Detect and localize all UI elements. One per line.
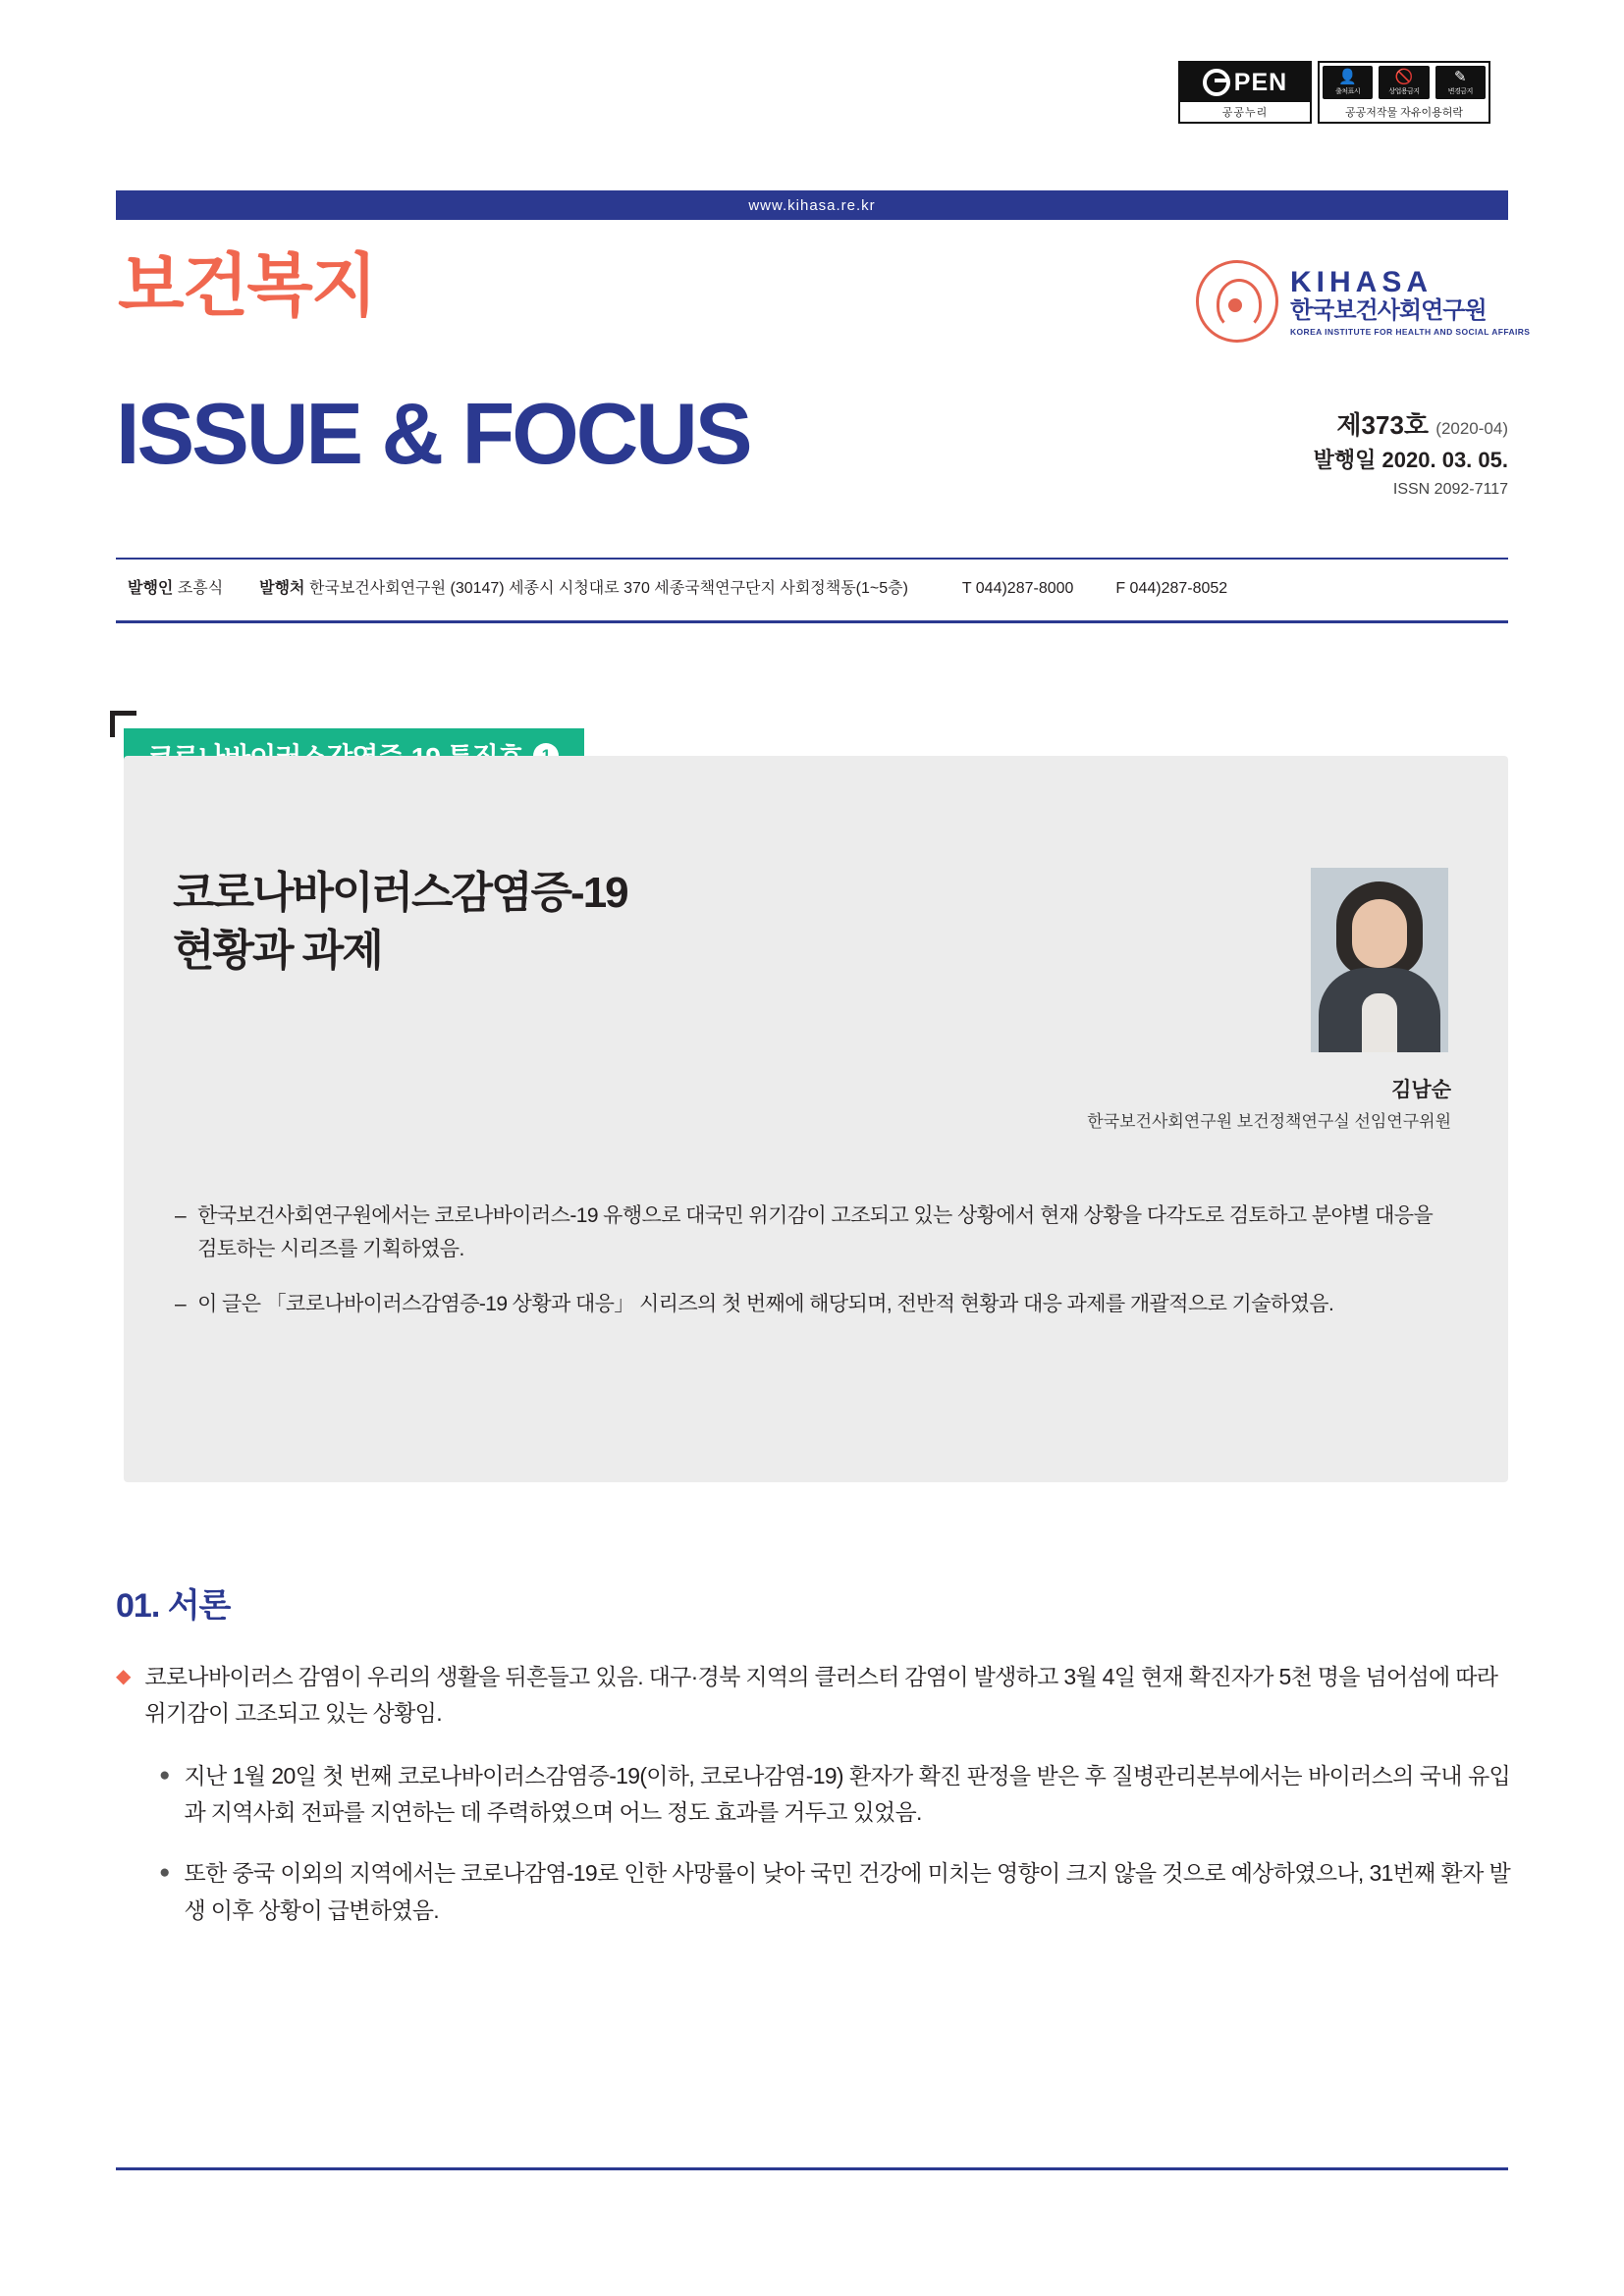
- open-license-badge: [1178, 61, 1312, 124]
- issue-number: 제373호: [1336, 410, 1430, 440]
- kihasa-name-en: KIHASA: [1290, 266, 1434, 299]
- author-affiliation: 한국보건사회연구원 보건정책연구실 선임연구위원: [1087, 1112, 1451, 1131]
- article-title-line2: 현황과 과제: [173, 927, 382, 976]
- kogl-marks-row: [1320, 63, 1489, 102]
- list-item: [159, 1758, 1510, 1832]
- list-item: [159, 1855, 1510, 1929]
- issue-number-row: [1314, 407, 1508, 445]
- section-heading-intro: 01. 서론: [116, 1587, 231, 1625]
- publisher-info-line: [128, 575, 1502, 598]
- kihasa-name-ko: 한국보건사회연구원: [1290, 297, 1487, 325]
- paragraph-text: 지난 1월 20일 첫 번째 코로나바이러스감염증-19(이하, 코로나감염-19) 환자가 확진 판정을 받은 후 질병관리본부에서는 바이러스의 국내 유입과 지역사회 전파를 지연하는 데 주력하였으며 어느 정도 효과를 거두고 있었음.: [184, 1762, 1510, 1826]
- list-item: [175, 1200, 1451, 1266]
- phone-number: T 044)287-8000: [961, 580, 1074, 597]
- publisher-label: 발행처: [259, 580, 305, 597]
- open-license-text: PEN: [1233, 68, 1288, 96]
- dash-bullet-icon: –: [175, 1293, 187, 1316]
- noderivative-caption: 변경금지: [1447, 87, 1473, 95]
- paragraph-text: 코로나바이러스 감염이 우리의 생활을 뒤흔들고 있음. 대구·경북 지역의 클러스터 감염이 발생하고 3월 4일 현재 확진자가 5천 명을 넘어섬에 따라 위기감이 고조되고 있는 상황임.: [144, 1664, 1498, 1727]
- open-ring-icon: [1203, 69, 1230, 96]
- kogl-marks-badge: [1318, 61, 1490, 124]
- publisher-rule-bottom: [116, 620, 1508, 623]
- publication-date-value: 2020. 03. 05.: [1381, 447, 1508, 472]
- article-summary-list: [175, 1200, 1451, 1343]
- open-license-caption: 공공누리: [1221, 107, 1269, 119]
- editor-label: 발행인: [128, 580, 174, 597]
- kihasa-name-sub: KOREA INSTITUTE FOR HEALTH AND SOCIAL AFFAIRS: [1290, 326, 1531, 337]
- publication-date-row: [1314, 445, 1508, 476]
- photo-face: [1352, 899, 1407, 968]
- dash-bullet-icon: –: [175, 1204, 187, 1227]
- website-url-bar[interactable]: www.kihasa.re.kr: [116, 190, 1508, 220]
- dot-bullet-icon: ●: [159, 1764, 171, 1786]
- masthead-title-korean: 보건복지: [118, 247, 376, 324]
- kogl-marks-caption: 공공저작물 자유이용허락: [1345, 107, 1463, 119]
- kogl-open-badge: [1178, 61, 1490, 124]
- fax-number: F 044)287-8052: [1115, 580, 1228, 597]
- author-photo: [1311, 868, 1448, 1052]
- summary-text: 이 글은 「코로나바이러스감염증-19 상황과 대응」 시리즈의 첫 번째에 해당되며, 전반적 현황과 대응 과제를 개괄적으로 기술하였음.: [197, 1293, 1334, 1316]
- no-money-icon: 🚫: [1394, 68, 1414, 85]
- article-title-line1: 코로나바이러스감염증-19: [173, 869, 627, 917]
- kihasa-logo-text: [1290, 266, 1530, 336]
- list-item: [175, 1288, 1451, 1321]
- person-icon: 👤: [1338, 68, 1357, 85]
- section-body: [116, 1659, 1510, 1952]
- author-name: 김남순: [1391, 1079, 1451, 1101]
- attribution-caption: 출처표시: [1335, 87, 1361, 95]
- kihasa-logo: [1196, 260, 1530, 343]
- masthead-title-english: ISSUE & FOCUS: [116, 385, 750, 482]
- issue-year: (2020-04): [1435, 419, 1508, 438]
- summary-text: 한국보건사회연구원에서는 코로나바이러스-19 유행으로 대국민 위기감이 고조되고 있는 상황에서 현재 상황을 다각도로 검토하고 분야별 대응을 검토하는 시리즈를 기획하였음.: [197, 1204, 1434, 1261]
- publisher-rule-top: [116, 558, 1508, 560]
- editor-name: 조흥식: [177, 580, 224, 597]
- kihasa-symbol-icon: [1196, 260, 1278, 343]
- noncommercial-caption: 상업용금지: [1388, 87, 1420, 95]
- publication-date-label: 발행일: [1313, 447, 1377, 472]
- list-item: [116, 1659, 1510, 1733]
- attribution-icon: [1323, 66, 1373, 99]
- open-license-logo: [1180, 63, 1310, 102]
- article-title: [173, 864, 627, 981]
- publisher-address: 한국보건사회연구원 (30147) 세종시 시청대로 370 세종국책연구단지 사회정책동(1~5층): [308, 580, 908, 597]
- noncommercial-icon: [1379, 66, 1429, 99]
- diamond-bullet-icon: ◆: [116, 1666, 132, 1687]
- dot-bullet-icon: ●: [159, 1861, 171, 1883]
- paragraph-text: 또한 중국 이외의 지역에서는 코로나감염-19로 인한 사망률이 낮아 국민 건강에 미치는 영향이 크지 않을 것으로 예상하였으나, 31번째 환자 발생 이후 상황이 급변하였음.: [184, 1859, 1510, 1923]
- issue-metadata: [1314, 407, 1508, 501]
- no-edit-icon: ✎: [1454, 68, 1467, 85]
- noderivative-icon: [1435, 66, 1486, 99]
- footer-rule: [116, 2167, 1508, 2170]
- photo-shirt: [1362, 993, 1397, 1052]
- issn-number: ISSN 2092-7117: [1392, 480, 1508, 498]
